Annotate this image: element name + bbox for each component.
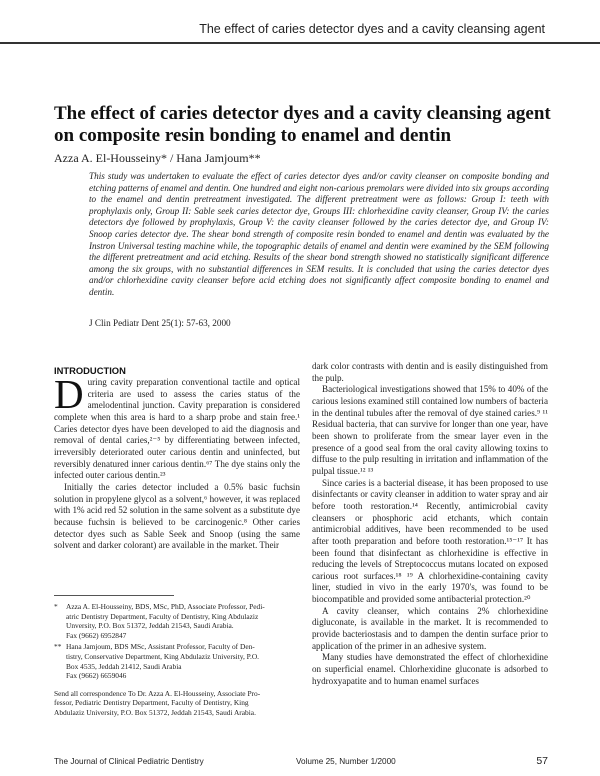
- right-paragraph-5: Many studies have demonstrated the effect of chlorhexidine on superficial enamel. Chlorhexidine gluconate is adsorbed to hydroxyapatite and to human enamel surfaces: [312, 652, 548, 686]
- right-column: [312, 361, 548, 687]
- footer-volume: Volume 25, Number 1/2000: [296, 757, 396, 766]
- drop-cap: D: [54, 371, 84, 417]
- footnote-line: Fax (9662) 6952847: [66, 630, 127, 640]
- intro-paragraph-1-text: uring cavity preparation conventional tactile and optical criteria are used to assess the caries status of the amelodentinal junction. Cavity preparation is considered complete when this area is hard to a sharp probe and stain free.¹ Caries detector dyes have been developed to aid the diagnosis and removal of dental caries,²⁻⁵ by differentiating between infected, irreversibly deteriorated outer carious dentin and uninfected, but reversibly denatured inner carious dentin.⁶⁷ The dye stains only the infected outer carious dentin.²³: [54, 377, 300, 481]
- right-paragraph-1: dark color contrasts with dentin and is easily distinguished from the pulp.: [312, 361, 548, 383]
- abstract: This study was undertaken to evaluate the effect of caries detector dyes and/or cavity cleanser on composite bonding and etching patterns of enamel and dentin. One hundred and eight non-carious premolars were divided into six groups according to the enamel and dentin pretreatment investigated. The different pretreatment were as follows: Group I: teeth with prophylaxis only, Group II: Sable seek caries detector dye, Groups III: chlorhexidine cavity cleanser, Group IV: the caries detectors dye followed by prophylaxis, Group V: the cavity cleanser followed by the caries detector dye, and Group IV: Snoop caries detector dye. The shear bond strength of composite resin bonded to enamel and dentin was evaluated by the Instron Universal testing machine while, the topographic details of enamel and dentin were examined by the SEM following the different pretreatment and acid etching. Results of the shear bond strength showed no statistically significant difference among the six groups, with no substantial differences in SEM results. It is concluded that using the caries detector dyes and/or chlorhexidine cavity cleanser before acid etching does not significantly affect composite bonding to enamel and dentin.: [89, 171, 549, 297]
- footnote-rule: [54, 595, 174, 596]
- footer-journal-name: The Journal of Clinical Pediatric Dentistry: [54, 757, 204, 766]
- right-paragraph-3: Since caries is a bacterial disease, it has been proposed to use disinfectants or cavity cleanser in addition to water spray and air before tooth restoration.¹⁴ Recently, antimicrobial cavity cleansers or phosphoric acid etchants, which contain antimicrobial additives, have been recommended to be used after tooth preparation and before tooth restoration.¹⁵⁻¹⁷ It has been found that disinfectant as chlorhexidine is effective in reducing the levels of Streptococcus mutans located on exposed carious root surfaces.¹⁸ ¹⁹ A chlorhexidine-containing cavity liner, studied in vivo in the early 1970's, was found to be biocompatible and provided some antibacterial protection.²⁰: [312, 477, 548, 605]
- correspondence-note: [54, 689, 300, 718]
- footnotes: [54, 602, 300, 718]
- article-title: The effect of caries detector dyes and a cavity cleansing agent on composite resin bonding to enamel and dentin: [54, 103, 551, 146]
- article-authors: Azza A. El-Housseiny* / Hana Jamjoum**: [54, 151, 261, 165]
- citation: J Clin Pediatr Dent 25(1): 57-63, 2000: [89, 318, 231, 328]
- intro-paragraph-2: Initially the caries detector included a 0.5% basic fuchsin solution in propylene glycol as a solvent,⁶ however, it was replaced with 1% acid red 52 solution in the same solvent as a substitute dye because fuchsin is believed to be carcinogenic.⁸ Other caries detector dyes such as Sable Seek and Snoop (using the same solvent and darker colorant) are available in the market. Their: [54, 481, 300, 551]
- running-head-text: The effect of caries detector dyes and a cavity cleansing agent: [199, 22, 545, 36]
- correspondence-line: Abdulaziz University, P.O. Box 51372, Jeddah 21543, Saudi Arabia.: [54, 707, 256, 717]
- footnote-line: tistry, Conservative Department, King Abdulaziz University, P.O.: [66, 651, 260, 661]
- correspondence-line: fessor, Pediatric Dentistry Department, Faculty of Dentistry, King: [54, 698, 249, 708]
- footnote-line: Fax (9662) 6659046: [66, 671, 127, 681]
- footnote-mark: **: [54, 642, 62, 652]
- footnote-author-1: [54, 602, 300, 640]
- section-heading-introduction: INTRODUCTION: [54, 365, 126, 376]
- page-number: 57: [536, 755, 548, 767]
- footnote-line: Hana Jamjoum, BDS MSc, Assistant Professor, Faculty of Den-: [66, 642, 255, 652]
- left-column: [54, 365, 300, 552]
- footnote-mark: *: [54, 602, 58, 611]
- footnote-line: Azza A. El-Housseiny, BDS, MSc, PhD, Associate Professor, Pedi-: [66, 602, 265, 611]
- intro-paragraph-1: [54, 371, 300, 482]
- running-head-rule: [0, 42, 600, 44]
- right-paragraph-2: Bacteriological investigations showed that 15% to 40% of the carious lesions examined still contained low numbers of bacteria in the dentinal tubules after the removal of dye stained caries.⁹ ¹¹ Residual bacteria, that can survive for longer than one year, have been shown to proliferate from the smear layer even in the presence of a good seal from the oral cavity allowing toxins to diffuse to the pulp resulting in irritation and inflammation of the pulpal tissue.¹² ¹³: [312, 384, 548, 476]
- footnote-author-2: [54, 642, 300, 680]
- right-paragraph-4: A cavity cleanser, which contains 2% chlorhexidine digluconate, is available in the market. It is recommended to provide bacteriostasis and to dampen the dentin surface prior to application of the primer in an adhesive system.: [312, 605, 548, 651]
- footnote-line: Box 4535, Jeddah 21412, Saudi Arabia: [66, 661, 182, 671]
- footnote-line: Unversity, P.O. Box 51372, Jeddah 21543, Saudi Arabia.: [66, 621, 234, 631]
- footnote-line: atric Dentistry Department, Faculty of Dentistry, King Abdulaziz: [66, 611, 259, 621]
- correspondence-line: Send all correspondence To Dr. Azza A. El-Housseiny, Associate Pro-: [54, 688, 261, 698]
